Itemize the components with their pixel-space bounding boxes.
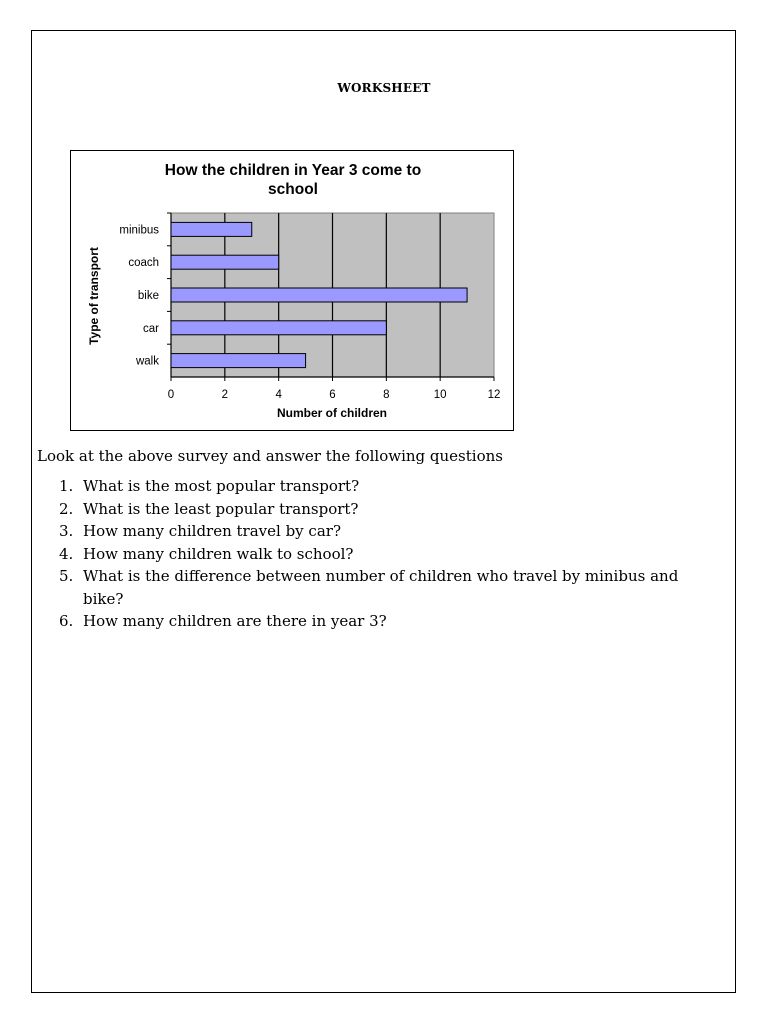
x-tick-label: 0: [167, 389, 175, 401]
chart-title-line-2: school: [268, 181, 318, 198]
category-labels: [119, 213, 171, 368]
x-tick-labels: [168, 377, 501, 401]
question-number: 4.: [59, 544, 74, 563]
category-label-car: car: [143, 322, 159, 335]
chart-title-line-1: How the children in Year 3 come to: [164, 162, 422, 179]
x-tick-label: 4: [275, 389, 282, 401]
instructions-text: Look at the above survey and answer the following questions: [37, 447, 503, 465]
question-number: 5.: [59, 567, 74, 585]
category-label-minibus: minibus: [119, 224, 159, 237]
bar-chart: [70, 150, 514, 431]
question-text: What is the least popular transport?: [83, 499, 359, 518]
y-axis-label: Type of transport: [87, 247, 101, 345]
category-label-walk: walk: [135, 355, 159, 368]
category-label-bike: bike: [137, 290, 159, 302]
question-text: What is the most popular transport?: [83, 477, 360, 495]
question-item: [37, 498, 717, 521]
question-item: [37, 520, 717, 543]
question-number: 2.: [59, 499, 74, 518]
bar-minibus: [171, 222, 252, 236]
question-item: [37, 565, 717, 610]
x-tick-label: 8: [383, 389, 390, 401]
question-text: What is the difference between number of children who travel by minibus and bike?: [83, 567, 679, 608]
question-number: 1.: [59, 477, 74, 495]
question-text: How many children travel by car?: [83, 522, 341, 540]
x-tick-label: 2: [221, 389, 229, 401]
bar-walk: [171, 354, 306, 368]
question-text: How many children are there in year 3?: [83, 612, 387, 630]
question-text: How many children walk to school?: [83, 544, 354, 563]
x-tick-label: 10: [433, 389, 447, 401]
question-item: [37, 543, 717, 566]
question-list: [37, 475, 717, 633]
question-number: 6.: [59, 612, 74, 630]
x-tick-label: 6: [329, 389, 336, 401]
x-tick-label: 12: [487, 389, 501, 401]
question-number: 3.: [59, 522, 74, 540]
x-axis-label: Number of children: [276, 406, 388, 420]
question-item: [37, 610, 717, 633]
question-item: [37, 475, 717, 498]
bar-bike: [171, 288, 467, 302]
bar-coach: [171, 255, 279, 269]
bar-car: [171, 321, 386, 335]
chart-canvas: [71, 151, 515, 432]
worksheet-title: WORKSHEET: [337, 81, 431, 95]
category-label-coach: coach: [128, 257, 159, 270]
